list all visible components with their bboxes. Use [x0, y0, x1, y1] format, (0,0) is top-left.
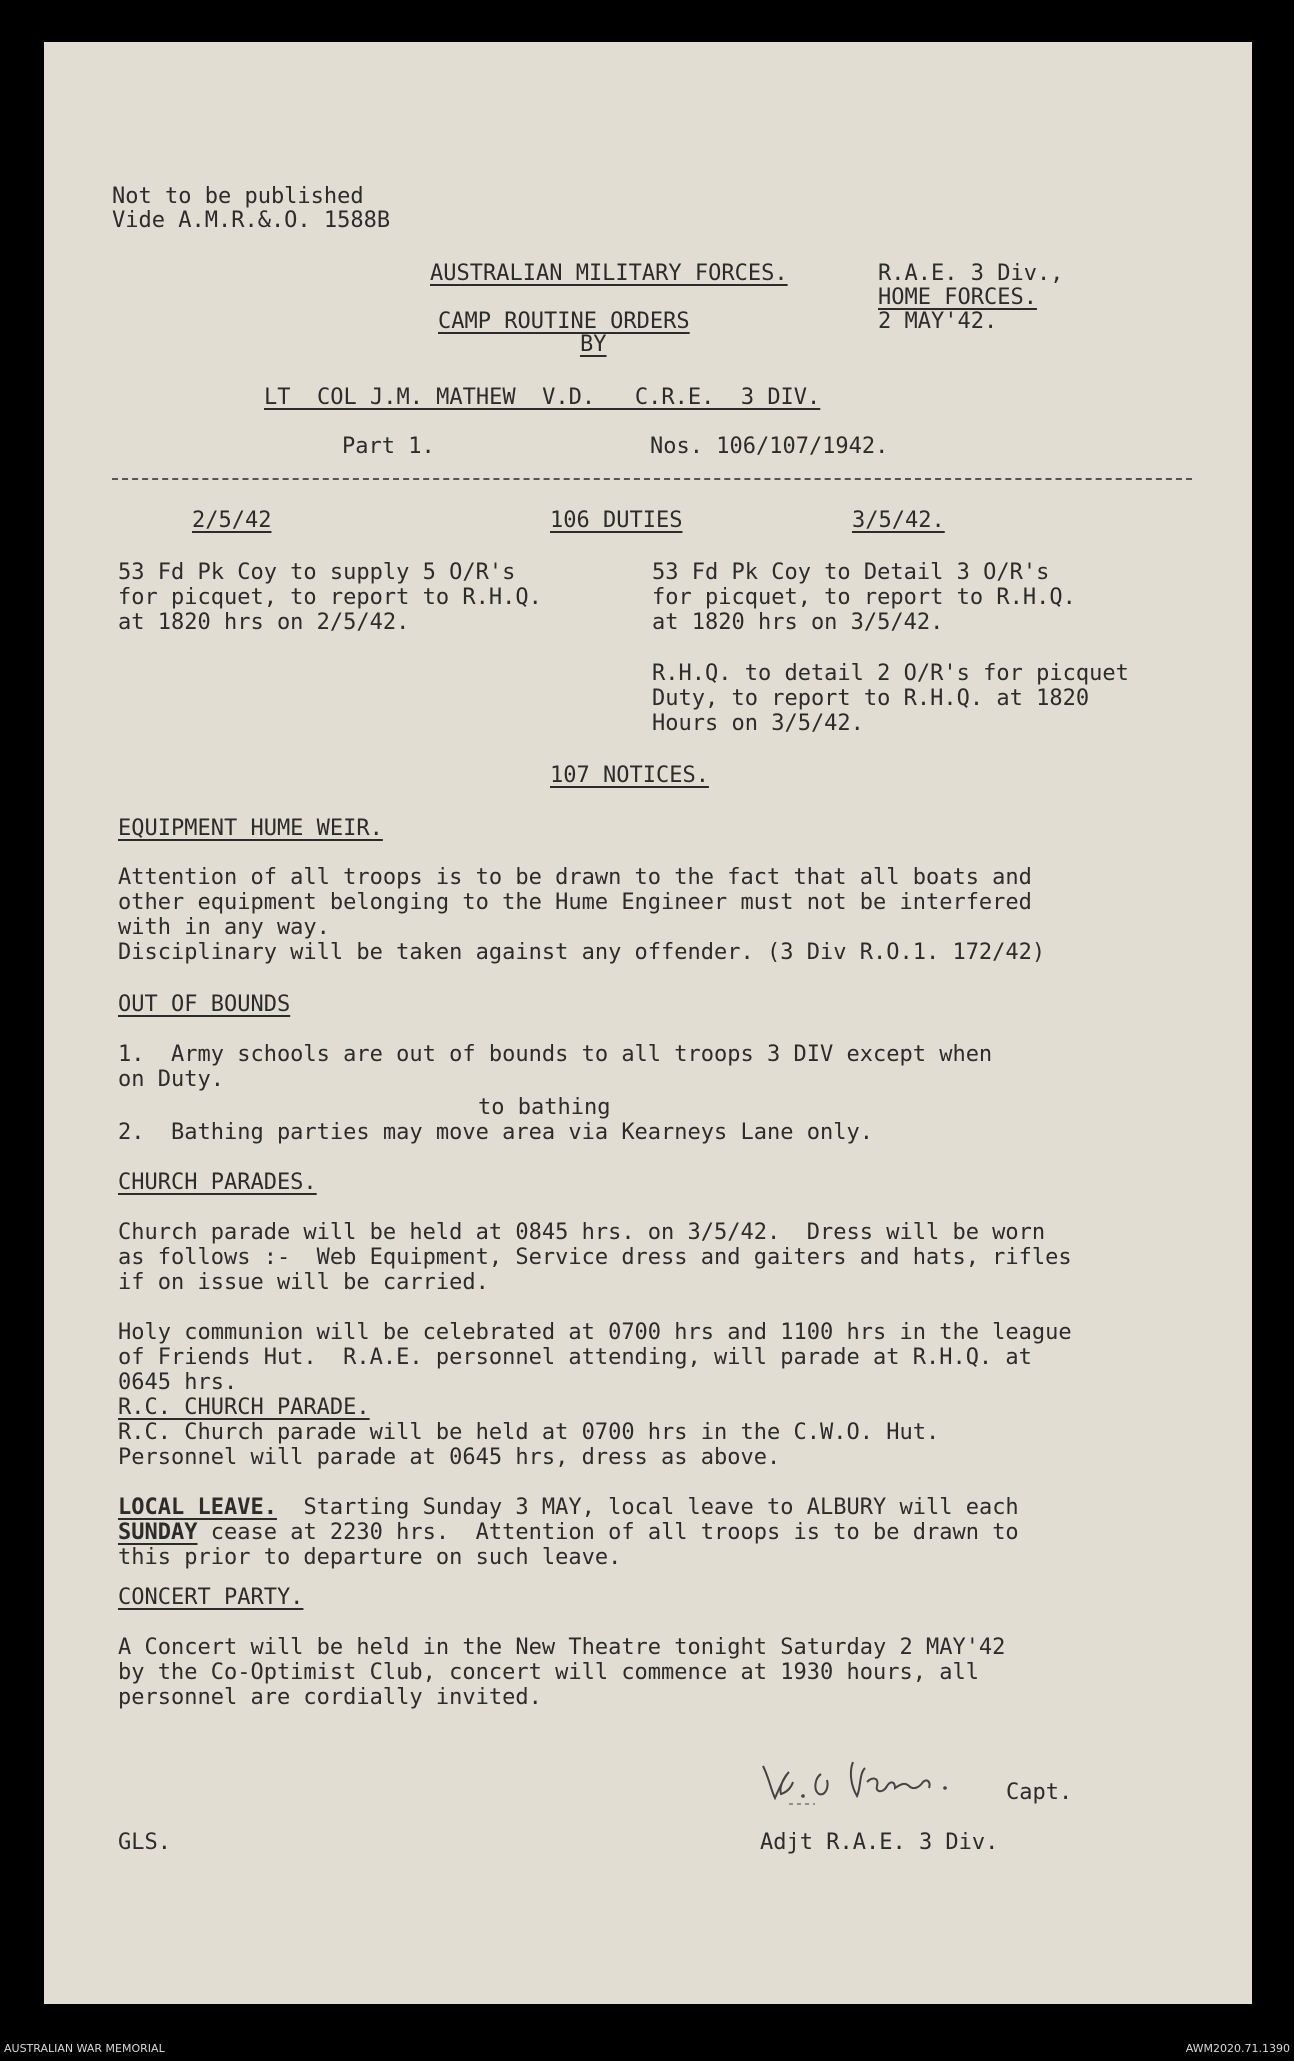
duty-rhq-line3: Hours on 3/5/42. [652, 711, 864, 736]
footer-archive-name: AUSTRALIAN WAR MEMORIAL [4, 2042, 165, 2055]
concert-heading: CONCERT PARTY. [118, 1585, 304, 1610]
leave-heading: LOCAL LEAVE. [118, 1495, 277, 1520]
bounds-line2: on Duty. [118, 1067, 224, 1092]
unit-line1: R.A.E. 3 Div., [878, 261, 1064, 286]
church-line6: 0645 hrs. [118, 1370, 238, 1395]
duty-right-line3: at 1820 hrs on 3/5/42. [652, 610, 944, 635]
duty-left-line3: at 1820 hrs on 2/5/42. [118, 610, 410, 635]
duty-right-line1: 53 Fd Pk Coy to Detail 3 O/R's [652, 560, 1050, 585]
church-line3: if on issue will be carried. [118, 1270, 489, 1295]
bounds-heading: OUT OF BOUNDS [118, 992, 291, 1017]
concert-line1: A Concert will be held in the New Theatre tonight Saturday 2 MAY'42 [118, 1635, 1006, 1660]
order-numbers: Nos. 106/107/1942. [650, 434, 889, 459]
concert-line2: by the Co-Optimist Club, concert will commence at 1930 hours, all [118, 1660, 979, 1685]
concert-line3: personnel are cordially invited. [118, 1685, 542, 1710]
rc-church-heading: R.C. CHURCH PARADE. [118, 1395, 370, 1420]
signatory-rank: Capt. [1006, 1780, 1073, 1805]
bounds-line3: 2. Bathing parties may move area via Kearneys Lane only. [118, 1120, 873, 1145]
duty-left-line2: for picquet, to report to R.H.Q. [118, 585, 542, 610]
header-divider [112, 478, 1192, 480]
equipment-line3: with in any way. [118, 915, 330, 940]
typist-initials: GLS. [118, 1830, 171, 1855]
duty-right-line2: for picquet, to report to R.H.Q. [652, 585, 1076, 610]
duty-left-line1: 53 Fd Pk Coy to supply 5 O/R's [118, 560, 516, 585]
duties-date-left: 2/5/42 [192, 508, 272, 533]
rc-church-line1: R.C. Church parade will be held at 0700 hrs in the C.W.O. Hut. [118, 1420, 940, 1445]
rc-church-line2: Personnel will parade at 0645 hrs, dress as above. [118, 1445, 781, 1470]
leave-line1 [118, 1495, 1019, 1520]
equipment-heading: EQUIPMENT HUME WEIR. [118, 816, 383, 841]
leave-line1-text: Starting Sunday 3 MAY, local leave to ALBURY will each [276, 1495, 1019, 1520]
church-line2: as follows :- Web Equipment, Service dress and gaiters and hats, rifles [118, 1245, 1072, 1270]
leave-line3: this prior to departure on such leave. [118, 1545, 622, 1570]
leave-sunday: SUNDAY [118, 1520, 198, 1545]
forces-heading: AUSTRALIAN MILITARY FORCES. [430, 261, 788, 286]
restriction-note-line1: Not to be published [112, 184, 364, 209]
duties-date-right: 3/5/42. [852, 508, 945, 533]
equipment-line1: Attention of all troops is to be drawn to the fact that all boats and [118, 865, 1032, 890]
equipment-line2: other equipment belonging to the Hume Engineer must not be interfered [118, 890, 1032, 915]
notices-heading: 107 NOTICES. [550, 763, 709, 788]
church-line5: of Friends Hut. R.A.E. personnel attending, will parade at R.H.Q. at [118, 1345, 1032, 1370]
duty-rhq-line2: Duty, to report to R.H.Q. at 1820 [652, 686, 1090, 711]
part-label: Part 1. [342, 434, 435, 459]
bounds-insert: to bathing [478, 1095, 611, 1120]
footer-reference-number: AWM2020.71.1390 [1185, 2042, 1290, 2055]
by-heading: BY [580, 332, 607, 357]
signatory-title: Adjt R.A.E. 3 Div. [760, 1830, 999, 1855]
leave-line2-text: cease at 2230 hrs. Attention of all troops is to be drawn to [197, 1520, 1019, 1545]
duties-heading: 106 DUTIES [550, 508, 683, 533]
handwritten-signature [755, 1748, 1005, 1808]
leave-line2 [118, 1520, 1019, 1545]
church-line4: Holy communion will be celebrated at 0700 hrs and 1100 hrs in the league [118, 1320, 1072, 1345]
church-line1: Church parade will be held at 0845 hrs. on 3/5/42. Dress will be worn [118, 1220, 1046, 1245]
restriction-note-line2: Vide A.M.R.&.O. 1588B [112, 208, 391, 233]
order-date: 2 MAY'42. [878, 309, 998, 334]
equipment-line4: Disciplinary will be taken against any offender. (3 Div R.O.1. 172/42) [118, 940, 1046, 965]
duty-rhq-line1: R.H.Q. to detail 2 O/R's for picquet [652, 661, 1129, 686]
commander-line: LT COL J.M. MATHEW V.D. C.R.E. 3 DIV. [264, 385, 821, 410]
church-heading: CHURCH PARADES. [118, 1170, 317, 1195]
camp-orders-heading: CAMP ROUTINE ORDERS [438, 309, 690, 334]
unit-line2: HOME FORCES. [878, 285, 1037, 310]
bounds-line1: 1. Army schools are out of bounds to all troops 3 DIV except when [118, 1042, 993, 1067]
